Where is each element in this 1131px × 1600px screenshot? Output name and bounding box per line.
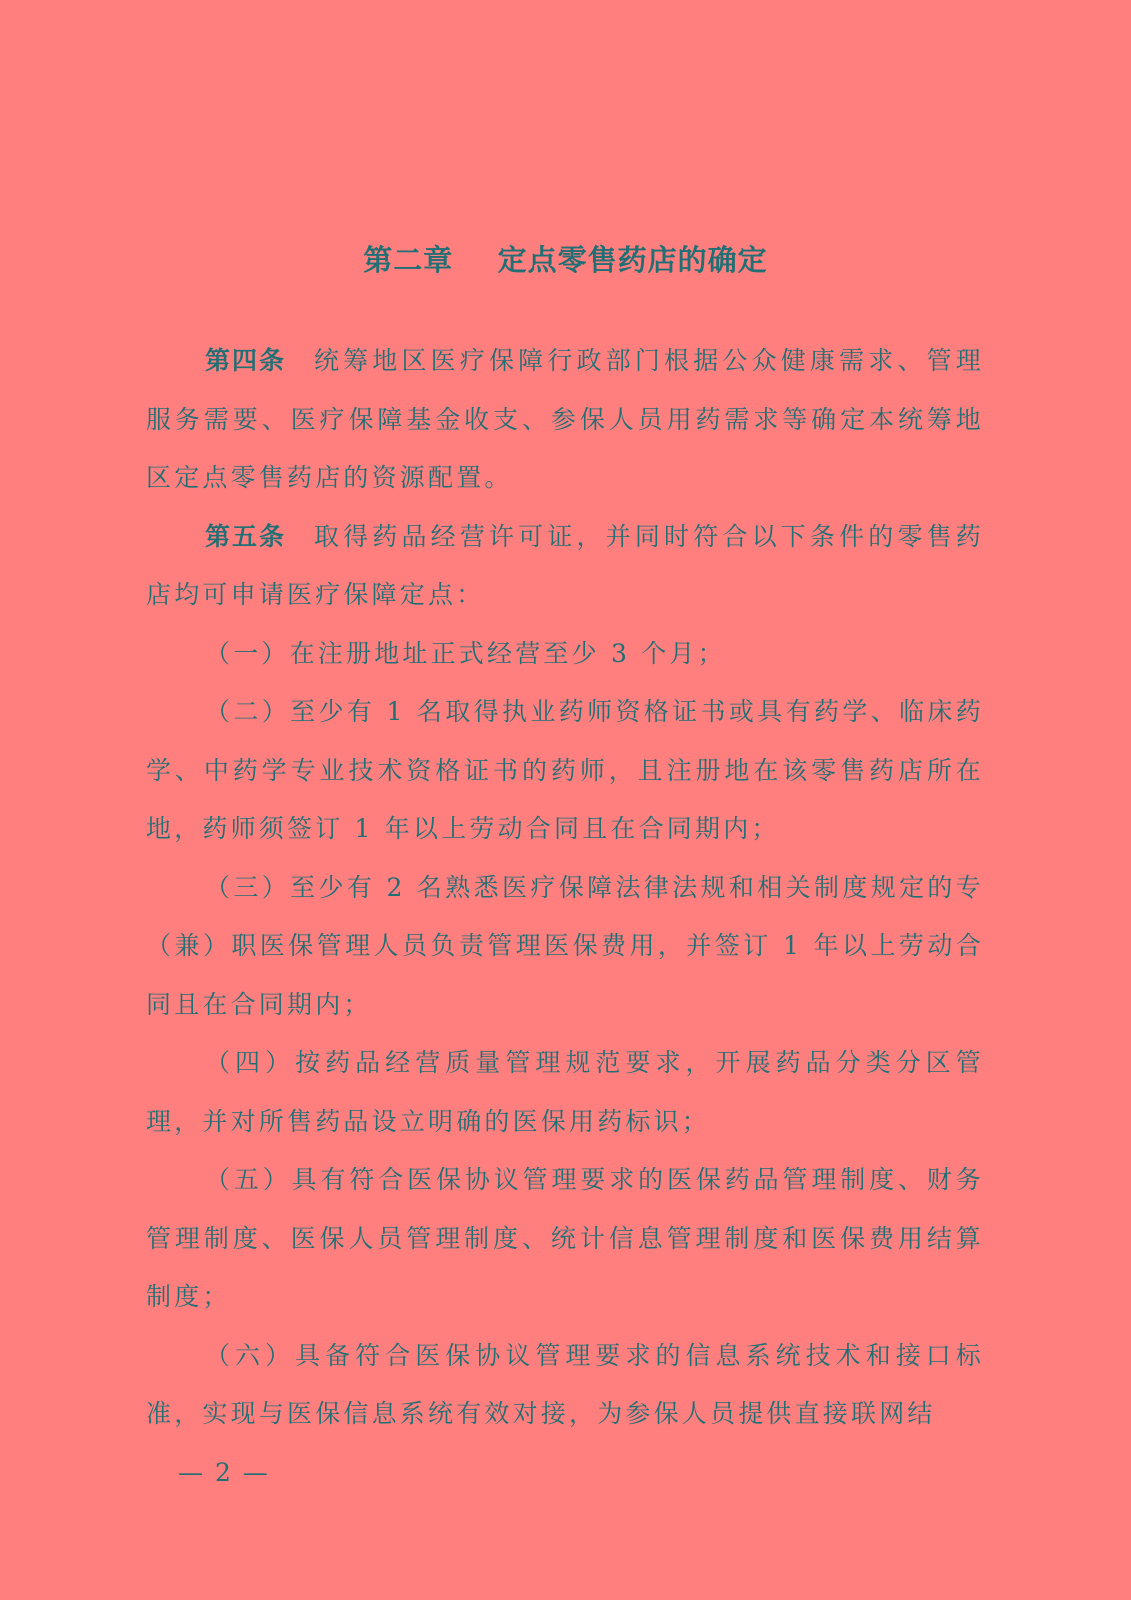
article-text: 取得药品经营许可证，并同时符合以下条件的零售药店均可申请医疗保障定点： (146, 521, 984, 609)
list-item: （一）在注册地址正式经营至少 3 个月； (205, 638, 726, 668)
list-item: （五）具有符合医保协议管理要求的医保药品管理制度、财务管理制度、医保人员管理制度、统计信息管理制度和医保费用结算制度； (146, 1165, 984, 1311)
article-4 (146, 332, 984, 508)
article-text: 统筹地区医疗保障行政部门根据公众健康需求、管理服务需要、医疗保障基金收支、参保人员用药需求等确定本统筹地区定点零售药店的资源配置。 (146, 346, 984, 492)
list-item: （三）至少有 2 名熟悉医疗保障法律法规和相关制度规定的专（兼）职医保管理人员负责管理医保费用，并签订 1 年以上劳动合同且在合同期内； (146, 872, 984, 1019)
list-item: （四）按药品经营质量管理规范要求，开展药品分类分区管理，并对所售药品设立明确的医保用药标识； (146, 1048, 984, 1136)
article-label: 第四条 (205, 346, 286, 375)
document-body (146, 332, 984, 1444)
article-5 (146, 508, 984, 625)
article-label: 第五条 (205, 521, 286, 551)
list-item: （二）至少有 1 名取得执业药师资格证书或具有药学、临床药学、中药学专业技术资格证书的药师，且注册地在该零售药店所在地，药师须签订 1 年以上劳动合同且在合同期内； (146, 697, 984, 843)
chapter-title: 第二章 定点零售药店的确定 (363, 243, 768, 277)
list-item: （六）具备符合医保协议管理要求的信息系统技术和接口标准，实现与医保信息系统有效对接，为参保人员提供直接联网结 (146, 1340, 984, 1428)
page-number: — 2 — (178, 1458, 270, 1487)
